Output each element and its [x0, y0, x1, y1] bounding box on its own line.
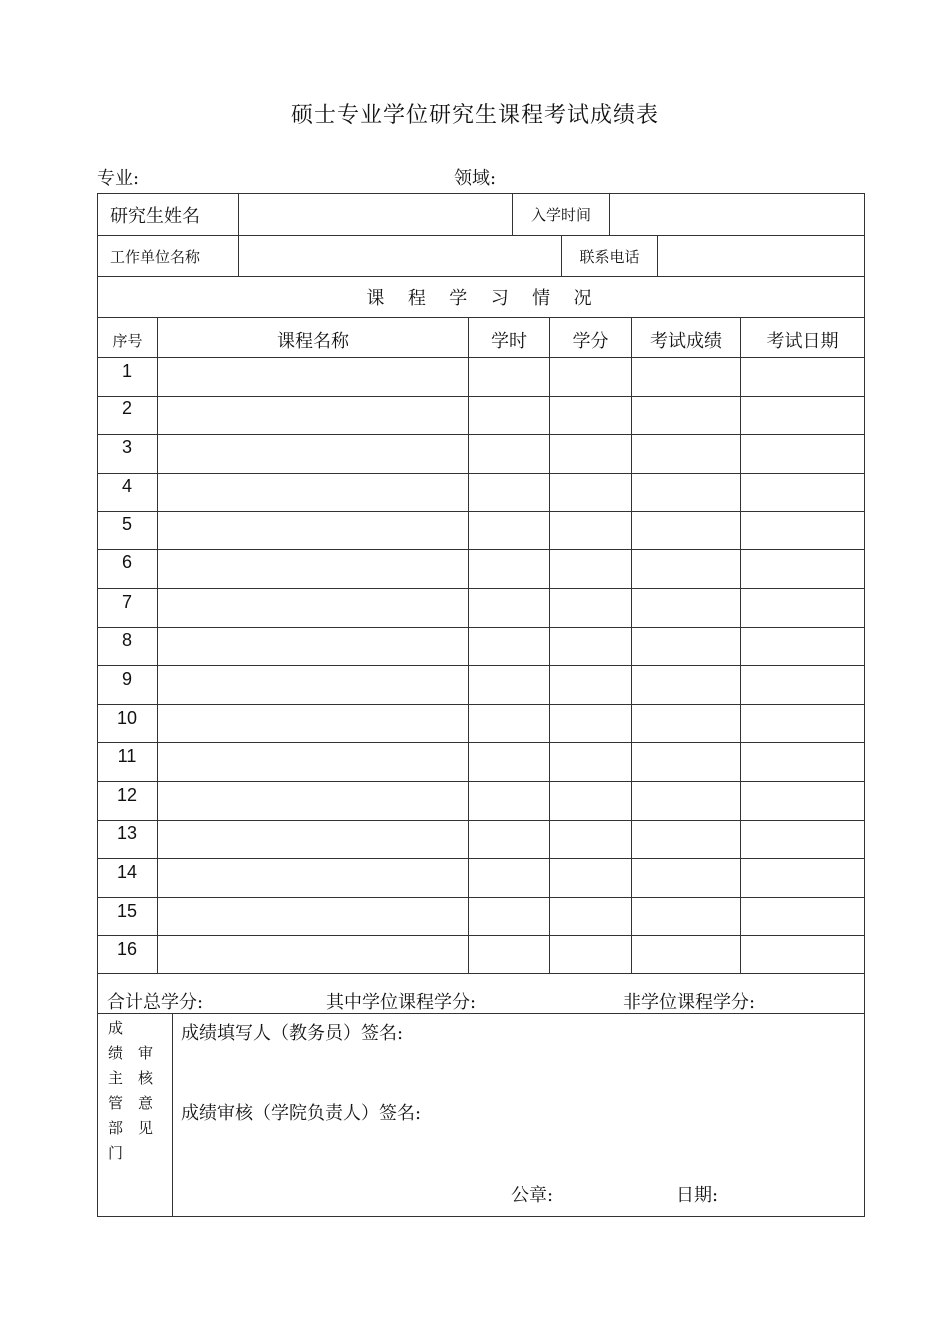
column-header-date: 考试日期: [766, 331, 839, 352]
reviewer-signature-label: 成绩审核（学院负责人）签名:: [181, 1103, 422, 1124]
dept-label-char: 主: [108, 1069, 124, 1087]
enroll-time-field[interactable]: [610, 194, 864, 235]
row-number: 2: [121, 398, 132, 418]
table-line: [97, 588, 865, 589]
row-number: 14: [116, 862, 138, 882]
row-number: 4: [121, 476, 132, 496]
row-number: 11: [117, 746, 137, 766]
column-header-no: 序号: [112, 331, 143, 350]
table-line: [97, 396, 865, 397]
table-line: [631, 317, 632, 973]
row-number: 6: [121, 552, 132, 572]
table-line: [97, 973, 865, 974]
table-line: [97, 665, 865, 666]
row-number: 13: [116, 823, 138, 843]
review-label-char: 见: [138, 1119, 154, 1137]
row-number: 12: [116, 785, 138, 805]
dept-label-char: 绩: [108, 1044, 124, 1062]
major-label: 专业:: [97, 168, 140, 189]
review-label-char: 意: [138, 1094, 154, 1112]
field-label: 领域:: [454, 168, 497, 189]
table-line: [97, 473, 865, 474]
total-credits-label: 合计总学分:: [107, 992, 204, 1013]
row-number: 9: [121, 669, 132, 689]
table-line: [97, 511, 865, 512]
employer-label: 工作单位名称: [110, 247, 201, 266]
table-line: [468, 317, 469, 973]
table-line: [97, 704, 865, 705]
row-number: 3: [121, 437, 132, 457]
degree-credits-label: 其中学位课程学分:: [326, 992, 477, 1013]
table-line: [97, 742, 865, 743]
table-line: [97, 627, 865, 628]
non-degree-credits-label: 非学位课程学分:: [623, 992, 756, 1013]
row-number: 10: [116, 708, 138, 728]
employer-field[interactable]: [239, 236, 561, 276]
table-line: [157, 317, 158, 973]
filler-signature-label: 成绩填写人（教务员）签名:: [181, 1023, 404, 1044]
row-number: 7: [121, 592, 132, 612]
table-line: [549, 317, 550, 973]
dept-label-char: 门: [108, 1144, 124, 1162]
dept-label-char: 管: [108, 1094, 124, 1112]
column-header-credits: 学分: [572, 331, 609, 352]
phone-field[interactable]: [658, 236, 864, 276]
table-line: [97, 317, 865, 318]
column-header-course: 课程名称: [277, 331, 349, 352]
student-name-label: 研究生姓名: [110, 205, 200, 227]
table-line: [97, 549, 865, 550]
table-line: [97, 434, 865, 435]
table-line: [97, 897, 865, 898]
table-line: [172, 1013, 173, 1217]
table-line: [740, 317, 741, 973]
student-name-field[interactable]: [239, 194, 512, 235]
row-number: 5: [121, 514, 132, 534]
review-label-char: 核: [138, 1069, 154, 1087]
table-line: [97, 858, 865, 859]
dept-label-char: 部: [108, 1119, 124, 1137]
enroll-time-label: 入学时间: [530, 206, 591, 224]
review-label-char: 审: [138, 1044, 154, 1062]
row-number: 8: [121, 630, 132, 650]
table-line: [97, 820, 865, 821]
row-number: 16: [116, 939, 138, 959]
seal-label: 公章:: [511, 1185, 554, 1206]
column-header-score: 考试成绩: [650, 331, 722, 352]
phone-label: 联系电话: [579, 247, 640, 266]
table-line: [97, 781, 865, 782]
table-line: [97, 935, 865, 936]
row-number: 1: [121, 361, 132, 381]
sign-date-label: 日期:: [676, 1185, 719, 1206]
row-number: 15: [116, 901, 138, 921]
course-study-section-title: 课 程 学 习 情 况: [366, 288, 596, 309]
column-header-hours: 学时: [491, 331, 527, 352]
dept-label-char: 成: [108, 1019, 124, 1037]
page-title: 硕士专业学位研究生课程考试成绩表: [290, 103, 659, 128]
